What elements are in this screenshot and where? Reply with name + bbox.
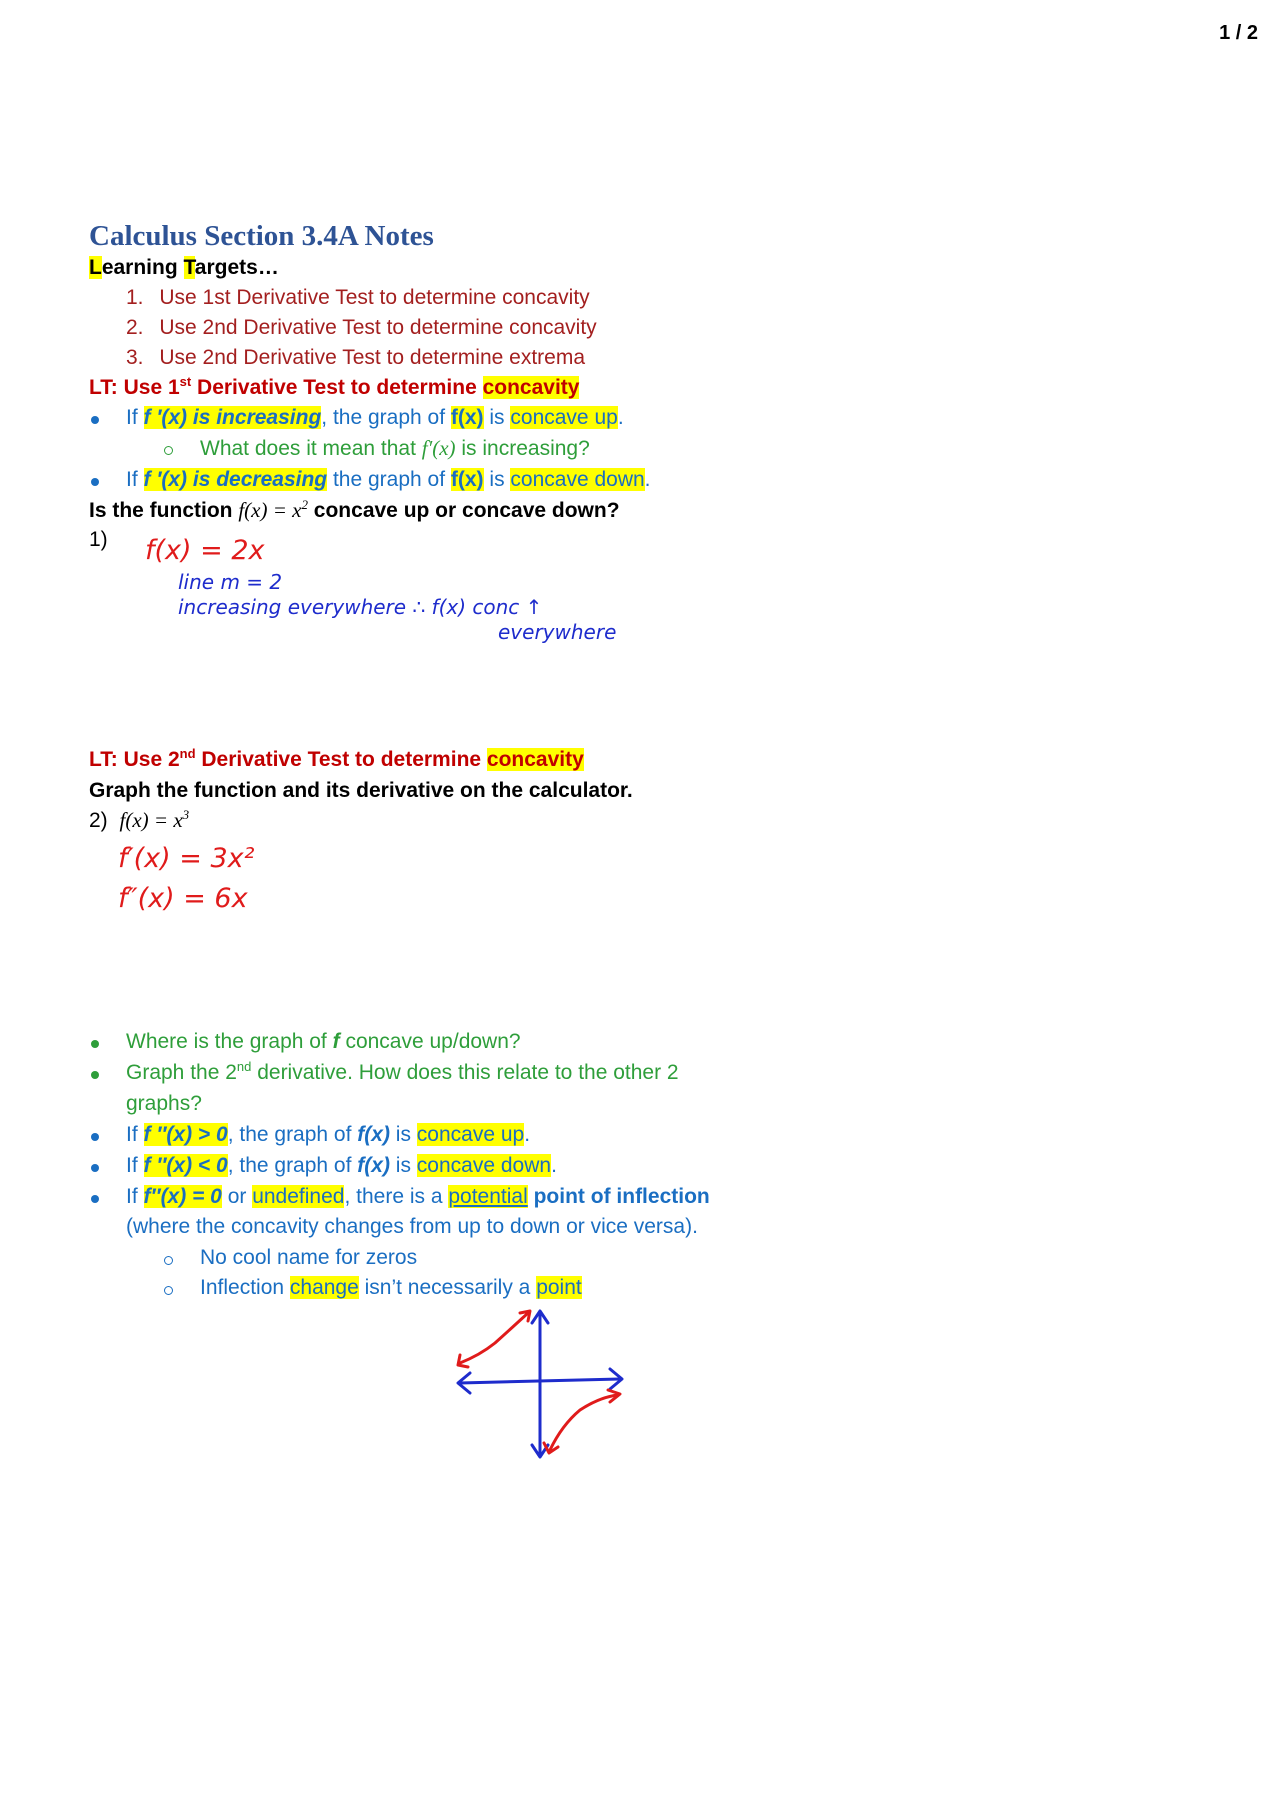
fprime-decreasing: f ′(x) is decreasing (143, 468, 328, 491)
list-num: 1. (126, 286, 144, 309)
if-text: If (126, 406, 144, 429)
lt2-sub-zeros: No cool name for zeros (200, 1246, 418, 1269)
lt-heading-l: L (89, 256, 102, 279)
lt2-bullet-zero-cont: (where the concavity changes from up to down or vice versa). (126, 1215, 698, 1238)
axes-drawing (458, 1311, 622, 1457)
mid-text: , the graph of (227, 1123, 358, 1146)
bullet-dot (91, 478, 99, 486)
fx-text: f(x) (450, 468, 484, 491)
lt1-heading (89, 376, 579, 400)
question-exp: 3 (182, 807, 190, 822)
end-text: . (551, 1154, 557, 1177)
lt1-highlight: concavity (482, 376, 580, 399)
bullet-dot (91, 416, 99, 424)
question-number-2: 2) (89, 809, 108, 832)
question-math: f(x) = x (119, 808, 183, 832)
handwriting-line-slope: line m = 2 (178, 570, 283, 594)
question-math: f(x) = x (238, 498, 302, 522)
page-indicator: 1 / 2 (1219, 22, 1258, 44)
handwriting-fprime: f′(x) = 3x² (118, 843, 255, 874)
list-text: Use 2nd Derivative Test to determine extrema (159, 346, 585, 369)
concave-up-text: concave up (416, 1123, 525, 1146)
concave-down-text: concave down (416, 1154, 552, 1177)
cond-text: f″(x) = 0 (143, 1185, 222, 1208)
bullet-dot (91, 1133, 99, 1141)
b2-text-b: derivative. How does this relate to the other 2 (251, 1061, 679, 1084)
lt2-heading (89, 748, 584, 772)
point-of-inflection-text: point of inflection (527, 1185, 710, 1208)
question-b: concave up or concave down? (307, 499, 620, 522)
b2-text-a: Graph the 2 (126, 1061, 237, 1084)
bullet-dot (91, 1071, 99, 1079)
cond-text: f ″(x) < 0 (143, 1154, 228, 1177)
lt2-sup: nd (179, 746, 196, 761)
b1-text-b: concave up/down? (339, 1030, 521, 1053)
lower-curve (550, 1395, 618, 1450)
question-number-1: 1) (89, 528, 108, 551)
upper-curve (460, 1313, 528, 1363)
lt1-sub-question (200, 436, 590, 461)
lt1-bullet-increasing (126, 406, 624, 430)
lt2-instruction: Graph the function and its derivative on the calculator. (89, 779, 633, 802)
list-text: Use 1st Derivative Test to determine concavity (159, 286, 590, 309)
lt-heading-argets: argets… (194, 256, 279, 279)
end-text: . (617, 406, 624, 429)
handwriting-everywhere: everywhere (498, 620, 617, 644)
handwriting-fdoubleprime: f″(x) = 6x (118, 883, 248, 914)
inflection-sketch (440, 1305, 640, 1465)
b1-text-a: Where is the graph of (126, 1030, 333, 1053)
if-text: If (126, 468, 144, 491)
mid-text: , there is a (344, 1185, 449, 1208)
fx-text: f(x) (450, 406, 484, 429)
is-text: is (483, 468, 511, 491)
list-num: 2. (126, 316, 144, 339)
learning-targets-heading (89, 256, 279, 280)
potential-text: potential (448, 1185, 528, 1208)
concave-down-text: concave down (510, 468, 645, 491)
lt2-bullet-negative (126, 1154, 557, 1178)
page-title: Calculus Section 3.4A Notes (89, 220, 434, 252)
if-text: If (126, 1123, 144, 1146)
lt1-prefix: LT: Use 1 (89, 376, 180, 399)
handwriting-increasing-everywhere: increasing everywhere ∴ f(x) conc ↑ (178, 595, 543, 619)
fx-text: f(x) (357, 1123, 390, 1146)
b2-sup: nd (236, 1059, 252, 1074)
is-text: is (389, 1154, 417, 1177)
sub-math: f′(x) (421, 436, 456, 460)
lt2-highlight: concavity (486, 748, 584, 771)
fx-text: f(x) (357, 1154, 390, 1177)
or-text: or (221, 1185, 253, 1208)
undefined-text: undefined (252, 1185, 345, 1208)
change-text: change (289, 1276, 359, 1299)
mid-text: the graph of (327, 468, 451, 491)
lt2-sub-inflection (200, 1276, 582, 1300)
end-text: . (524, 1123, 531, 1146)
list-item (126, 316, 597, 340)
lt-heading-t: T (183, 256, 195, 279)
lt2-bullet-positive (126, 1123, 530, 1147)
mid-text: , the graph of (321, 406, 451, 429)
lt1-bullet-decreasing (126, 468, 651, 492)
handwriting-fx-2x: f(x) = 2x (145, 535, 265, 566)
question-a: Is the function (89, 499, 239, 522)
lt1-rest: Derivative Test to determine (191, 376, 483, 399)
lt2-bullet-graph-second-cont: graphs? (126, 1092, 202, 1115)
list-text: Use 2nd Derivative Test to determine concavity (159, 316, 597, 339)
fprime-increasing: f ′(x) is increasing (143, 406, 322, 429)
lt2-bullet-zero (126, 1185, 710, 1209)
end-text: . (644, 468, 651, 491)
bullet-dot (91, 1164, 99, 1172)
list-item (126, 346, 585, 370)
b1-f: f (332, 1030, 340, 1053)
lt2-bullet-where (126, 1030, 521, 1054)
bullet-dot (91, 1040, 99, 1048)
lt1-sup: st (179, 374, 192, 389)
bullet-dot (91, 1195, 99, 1203)
sub2-b: isn’t necessarily a (358, 1276, 537, 1299)
sub-text-a: What does it mean that (200, 437, 422, 460)
lt2-rest: Derivative Test to determine (195, 748, 487, 771)
list-num: 3. (126, 346, 144, 369)
cond-text: f ″(x) > 0 (143, 1123, 228, 1146)
horizontal-axis (460, 1379, 620, 1383)
sub-bullet-circle (164, 1286, 173, 1295)
sub2-a: Inflection (200, 1276, 290, 1299)
if-text: If (126, 1185, 144, 1208)
point-text: point (536, 1276, 582, 1299)
lt-heading-earning: earning (101, 256, 184, 279)
mid-text: , the graph of (227, 1154, 358, 1177)
sub-text-b: is increasing? (455, 437, 590, 460)
lt1-question (89, 498, 620, 523)
is-text: is (389, 1123, 417, 1146)
sub-bullet-circle (164, 1256, 173, 1265)
lt2-prefix: LT: Use 2 (89, 748, 180, 771)
list-item (126, 286, 590, 310)
concave-up-text: concave up (510, 406, 618, 429)
is-text: is (483, 406, 511, 429)
question-exp: 2 (301, 497, 308, 512)
if-text: If (126, 1154, 144, 1177)
lt2-question (89, 808, 189, 833)
lt2-bullet-graph-second (126, 1061, 679, 1085)
sub-bullet-circle (164, 446, 173, 455)
